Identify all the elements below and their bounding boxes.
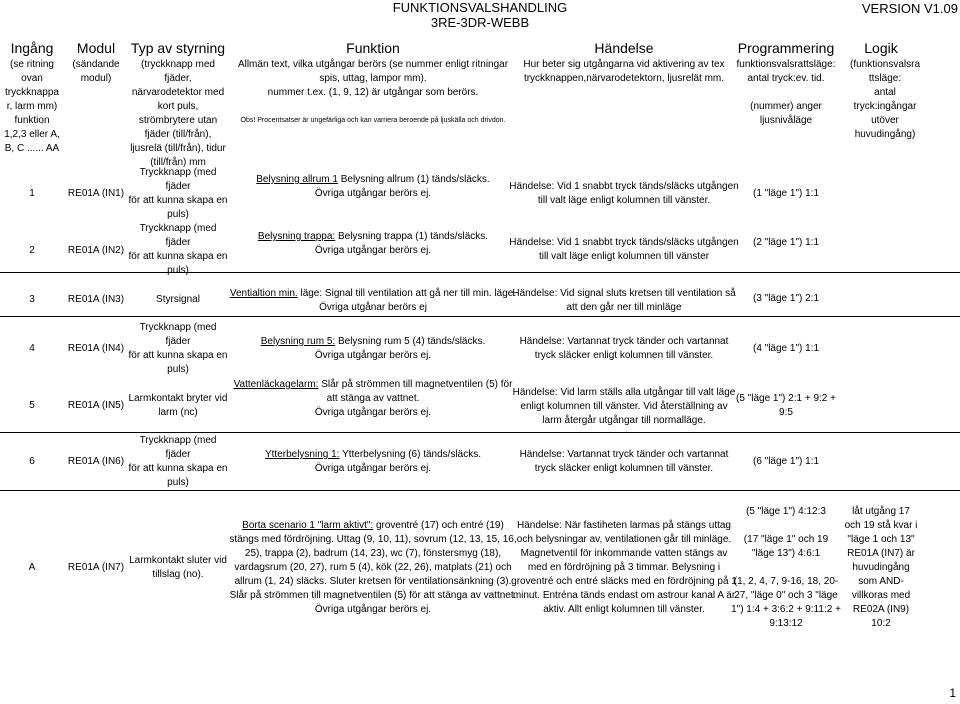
row2-modul: RE01A (IN2) [67,245,125,256]
row1-programmering: (1 "läge 1") 1:1 [752,188,820,199]
row4-modul: RE01A (IN4) [67,343,125,354]
rowA-handelse: Händelse: När fastiheten larmas på stängs uttag och belysningar av, ventilationen går till minläge. Magnetventil för inkommande vatten stängs av med en fördröjning på 3 timmar. Belysning i groventré och entré släcks med en fördröjning på 1 minut. Entréna tänds endast om astrour kanal A är aktiv. Allt enligt kolumnen till vänster. [511,520,737,615]
rowA-modul: RE01A (IN7) [67,562,125,573]
note-typ: (tryckknapp med fjäder, närvarodetektor med kort puls, strömbrytere utan fjäder (till/från), ljusrelä (till/från), tidur (till/från) mm [130,59,226,168]
title-line-2: 3RE-3DR-WEBB [430,15,530,30]
row6-modul: RE01A (IN6) [67,456,125,467]
row2-ingang: 2 [29,245,35,256]
row6-funktion: Ytterbelysning 1: Ytterbelysning (6) tänds/släcks. Övriga utgångar berörs ej. [264,449,482,474]
rowA-funktion: Borta scenario 1 "larm aktivt": groventré (17) och entré (19) stängs med fördröjning. Uttag (9, 10, 11), sovrum (12, 13, 15, 16, 25), trappa (2), badrum (14, 23), wc (7), fönstersmyg (18), vardagsrum (20, 27), rum 5 (4), kök (22, 26), matplats (21) och allrum (1, 24) släcks. Sluter kretsen för ventilationsänkning (3). Slår på strömmen till magnetventilen (5) för att stänga av vattnet. Övriga utgångar berörs ej. [229,520,517,615]
row3-typ: Styrsignal [156,294,200,305]
rowA-typ: Larmkontakt sluter vid tillslag (no). [129,555,227,580]
row5-typ: Larmkontakt bryter vid larm (nc) [128,393,228,418]
version-label: VERSION V1.09 [861,1,958,16]
row5-funktion: Vattenläckagelarm: Slår på strömmen till magnetventilen (5) för att stänga av vattnet. Övriga utgångar berörs ej. [233,379,513,418]
row4-handelse: Händelse: Vartannat tryck tänder och vartannat tryck släcker enligt kolumnen till vänster. [519,336,729,361]
rowA-ingang: A [28,562,36,573]
page-number: 1 [949,686,956,700]
note-programmering: funktionsvalsrattsläge: antal tryck:ev. tid. (nummer) anger ljusnivåläge [736,59,836,126]
note-funktion: Allmän text, vilka utgångar berörs (se nummer enligt ritningar spis, uttag, lampor mm). nummer t.ex. (1, 9, 12) är utgångar som berörs. [237,59,509,98]
note-logik: (funktionsvalsra ttsläge: antal tryck:ingångar utöver huvudingång) [849,59,921,140]
row1-handelse: Händelse: Vid 1 snabbt tryck tänds/släcks utgången till valt läge enligt kolumnen till vänster. [509,181,739,206]
note-modul: (sändande modul) [72,59,120,84]
header-funktion: Funktion [346,40,400,56]
row5-programmering: (5 "läge 1") 2:1 + 9:2 + 9:5 [736,393,836,418]
row3-modul: RE01A (IN3) [67,294,125,305]
note-ingang: (se ritning ovan tryckknappa r, larm mm) funktion 1,2,3 eller A, B, C ...... AA [4,59,60,154]
header-modul: Modul [76,40,116,56]
header-typ-av-styrning: Typ av styrning [130,40,226,56]
row2-funktion: Belysning trappa: Belysning trappa (1) tänds/släcks. Övriga utgångar berörs ej. [257,231,489,256]
rowA-programmering: (5 "läge 1") 4:12:3 (17 "läge 1" och 19 "läge 13") 4:6:1 (1, 2, 4, 7, 9-16, 18, 20- 27, "läge 0" och 3 "läge 1") 1:4 + 3:6:2 + 9:11:2 + 9:13:12 [731,506,841,629]
row6-ingang: 6 [29,456,35,467]
header-programmering: Programmering [737,40,835,56]
row4-typ: Tryckknapp (med fjäder för att kunna skapa en puls) [128,322,228,375]
row2-programmering: (2 "läge 1") 1:1 [752,237,820,248]
row4-funktion: Belysning rum 5: Belysning rum 5 (4) tänds/släcks. Övriga utgångar berörs ej. [260,336,486,361]
row1-funktion: Belysning allrum 1 Belysning allrum (1) tänds/släcks. Övriga utgångar berörs ej. [256,174,490,199]
row-divider [0,432,960,433]
row6-typ: Tryckknapp (med fjäder för att kunna skapa en puls) [128,435,228,488]
row5-handelse: Händelse: Vid larm ställs alla utgångar till valt läge enligt kolumnen till vänster. Vid återställning av larm återgår utgångar till normalläge. [512,387,736,426]
note-handelse: Hur beter sig utgångarna vid aktivering av tex tryckknappen,närvarodetektorn, ljusrelät mm. [523,59,725,84]
header-ingang: Ingång [10,40,54,56]
row1-modul: RE01A (IN1) [67,188,125,199]
title-line-1: FUNKTIONSVALSHANDLING [392,0,568,15]
row-divider [0,490,960,491]
row5-ingang: 5 [29,400,35,411]
row3-ingang: 3 [29,294,35,305]
row6-handelse: Händelse: Vartannat tryck tänder och vartannat tryck släcker enligt kolumnen till vänster. [519,449,729,474]
row2-typ: Tryckknapp (med fjäder för att kunna skapa en puls) [128,223,228,276]
row5-modul: RE01A (IN5) [67,400,125,411]
row-divider [0,316,960,317]
row4-ingang: 4 [29,343,35,354]
row2-handelse: Händelse: Vid 1 snabbt tryck tänds/släcks utgången till valt läge enligt kolumnen till vänster [509,237,739,262]
row6-programmering: (6 "läge 1") 1:1 [752,456,820,467]
header-handelse: Händelse [594,40,654,56]
row3-funktion: Ventialtion min. läge: Signal till ventilation att gå ner till min. läge. Övriga utgånar berörs ej [229,288,517,313]
row1-ingang: 1 [29,188,35,199]
rowA-logik: låt utgång 17 och 19 stå kvar i "läge 1 och 13" RE01A (IN7) är huvudingång som AND- villkoras med RE02A (IN9) 10:2 [844,506,918,629]
row1-typ: Tryckknapp (med fjäder för att kunna skapa en puls) [128,167,228,220]
note-funktion-small: Obs! Procentsatser är ungefärliga och kan varriera beroende på ljuskälla och drivdon. [240,117,506,124]
row4-programmering: (4 "läge 1") 1:1 [752,343,820,354]
row3-programmering: (3 "läge 1") 2:1 [752,293,820,304]
row3-handelse: Händelse: Vid signal sluts kretsen till ventilation så att den går ner till minläge [512,288,736,313]
header-logik: Logik [864,40,898,56]
document-title [330,0,630,30]
